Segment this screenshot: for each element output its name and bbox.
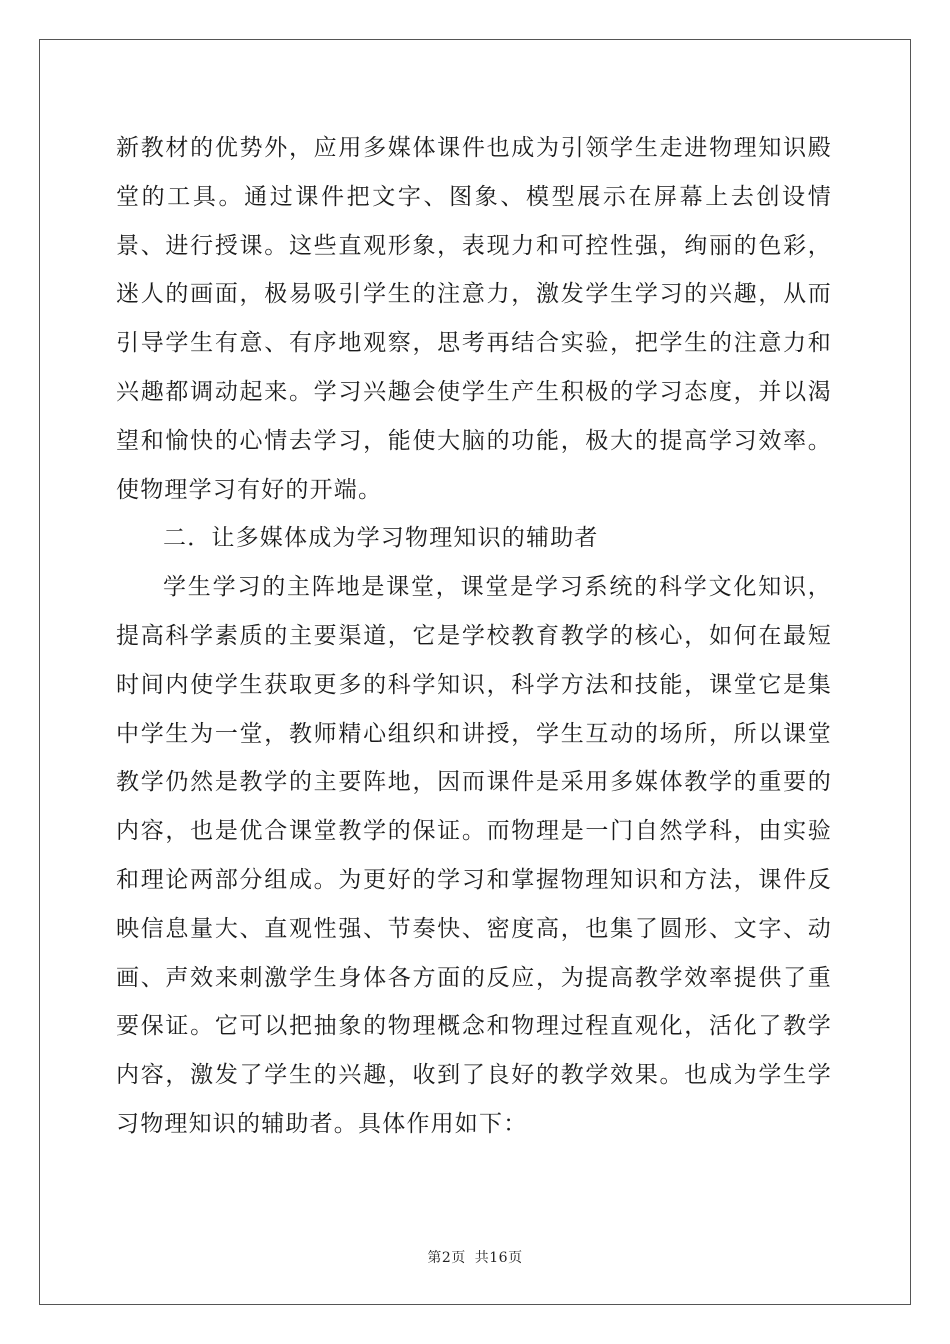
paragraph-section-2: 学生学习的主阵地是课堂，课堂是学习系统的科学文化知识，提高科学素质的主要渠道，它是学校教育教学的核心，如何在最短时间内使学生获取更多的科学知识，科学方法和技能，课堂它是集中学生为一堂，教师精心组织和讲授，学生互动的场所，所以课堂教学仍然是教学的主要阵地，因而课件是采用多媒体教学的重要的内容，也是优合课堂教学的保证。而物理是一门自然学科，由实验和理论两部分组成。为更好的学习和掌握物理知识和方法，课件反映信息量大、直观性强、节奏快、密度高，也集了圆形、文字、动画、声效来刺激学生身体各方面的反应，为提高教学效率提供了重要保证。它可以把抽象的物理概念和物理过程直观化，活化了教学内容，激发了学生的兴趣，收到了良好的教学效果。也成为学生学习物理知识的辅助者。具体作用如下：	[116, 574, 832, 1137]
section-heading-2: 二．让多媒体成为学习物理知识的辅助者	[163, 525, 599, 552]
page-footer	[0, 1247, 950, 1267]
page-total: 共16页	[474, 1250, 523, 1266]
document-body	[116, 124, 832, 1149]
paragraph-intro-continuation: 新教材的优势外，应用多媒体课件也成为引领学生走进物理知识殿堂的工具。通过课件把文字、图象、模型展示在屏幕上去创设情景、进行授课。这些直观形象，表现力和可控性强，绚丽的色彩，迷人的画面，极易吸引学生的注意力，激发学生学习的兴趣，从而引导学生有意、有序地观察，思考再结合实验，把学生的注意力和兴趣都调动起来。学习兴趣会使学生产生积极的学习态度，并以渴望和愉快的心情去学习，能使大脑的功能，极大的提高学习效率。使物理学习有好的开端。	[116, 135, 832, 503]
page-number: 第2页	[427, 1250, 466, 1266]
